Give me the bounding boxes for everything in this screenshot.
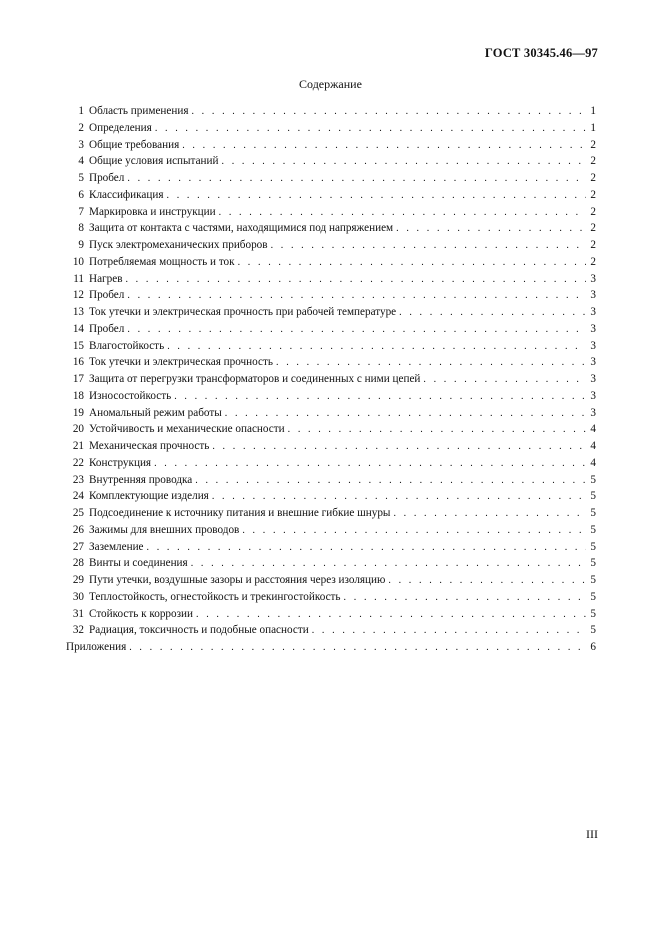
toc-entry-page: 3 [590, 322, 596, 335]
toc-entry-2[interactable] [66, 120, 596, 137]
toc-entry-9[interactable] [66, 237, 596, 254]
toc-entry-page: 2 [590, 222, 596, 235]
toc-entry-title: Внутренняя проводка [89, 473, 193, 486]
toc-entry-page: 2 [590, 138, 596, 151]
toc-entry-title: Механическая прочность [89, 440, 210, 452]
toc-entry-19[interactable] [66, 405, 596, 422]
toc-entry-23[interactable] [66, 472, 596, 489]
toc-entry-page: 2 [590, 255, 596, 268]
toc-entry-number: 10 [72, 255, 84, 268]
toc-entry-title: Конструкция [89, 456, 152, 469]
toc-leader-dots [271, 238, 586, 254]
toc-entry-number: 21 [72, 440, 84, 452]
toc-leader-dots [155, 121, 586, 137]
toc-entry-30[interactable] [66, 589, 596, 606]
toc-entry-title: Ток утечки и электрическая прочность при рабочей температуре [89, 306, 397, 318]
toc-entry-page: 5 [590, 540, 596, 553]
toc-entry-page: 3 [590, 272, 596, 285]
toc-entry-page: 2 [590, 188, 596, 201]
toc-entry-page: 6 [590, 641, 596, 653]
toc-leader-dots [125, 272, 586, 288]
toc-entry-1[interactable] [66, 103, 596, 120]
toc-leader-dots [147, 540, 586, 556]
toc-entry-14[interactable] [66, 321, 596, 338]
toc-entry-page: 3 [590, 339, 596, 352]
toc-entry-22[interactable] [66, 455, 596, 472]
toc-entry-page: 2 [590, 172, 596, 184]
toc-entry-number: 20 [72, 423, 84, 436]
toc-entry-number: 2 [78, 121, 84, 134]
toc-entry-page: 3 [590, 389, 596, 402]
toc-entry-page: 5 [590, 607, 596, 620]
toc-entry-number: 17 [72, 373, 84, 385]
toc-leader-dots [393, 506, 586, 522]
toc-entry-title: Пуск электромеханических приборов [89, 239, 268, 251]
toc-entry-page: 5 [590, 523, 596, 536]
toc-entry-number: 30 [72, 590, 84, 603]
toc-entry-13[interactable] [66, 304, 596, 321]
toc-leader-dots [423, 372, 586, 388]
toc-entry-title: Устойчивость и механические опасности [89, 423, 285, 436]
toc-entry-28[interactable] [66, 555, 596, 572]
toc-leader-dots [154, 456, 586, 472]
toc-entry-page: 2 [590, 155, 596, 168]
toc-leader-dots [396, 221, 586, 237]
toc-entry-page: 3 [590, 289, 596, 302]
toc-leader-dots [212, 439, 586, 455]
toc-entry-25[interactable] [66, 505, 596, 522]
toc-entry-15[interactable] [66, 338, 596, 355]
toc-entry-title: Защита от перегрузки трансформаторов и соединенных с ними цепей [89, 373, 421, 385]
toc-title: Содержание [299, 77, 362, 91]
toc-entry-number: 1 [78, 105, 84, 117]
toc-entry-21[interactable] [66, 438, 596, 455]
toc-leader-dots [127, 171, 586, 187]
toc-entry-number: 31 [72, 607, 84, 620]
toc-entry-number: 29 [72, 574, 84, 586]
toc-entry-number: 24 [72, 490, 84, 503]
toc-entry-title: Приложения [66, 641, 127, 653]
toc-entry-5[interactable] [66, 170, 596, 187]
toc-leader-dots [195, 473, 586, 489]
toc-leader-dots [288, 422, 586, 438]
toc-entry-7[interactable] [66, 204, 596, 221]
toc-leader-dots [127, 322, 586, 338]
toc-entry-number: 4 [78, 155, 84, 168]
toc-entry-11[interactable] [66, 271, 596, 288]
toc-entry-number: 18 [72, 389, 84, 402]
toc-entry-title: Износостойкость [89, 389, 172, 402]
toc-entry-title: Область применения [89, 105, 189, 117]
toc-entry-title: Пробел [89, 322, 125, 335]
toc-entry-page: 1 [590, 121, 596, 134]
toc-entry-title: Классификация [89, 188, 164, 201]
toc-entry-18[interactable] [66, 388, 596, 405]
toc-entry-number: 13 [72, 306, 84, 318]
toc-leader-dots [167, 339, 586, 355]
toc-entry-title: Стойкость к коррозии [89, 607, 193, 620]
toc-entry-6[interactable] [66, 187, 596, 204]
toc-entry-10[interactable] [66, 254, 596, 271]
toc-entry-page: 5 [590, 590, 596, 603]
toc-entry-number: 26 [72, 523, 84, 536]
toc-entry-3[interactable] [66, 137, 596, 154]
toc-entry-page: 5 [590, 624, 596, 637]
toc-entry-number: 5 [78, 172, 84, 184]
toc-entry-page: 3 [590, 356, 596, 369]
toc-entry-number: 27 [72, 540, 84, 553]
toc-entry-17[interactable] [66, 371, 596, 388]
toc-entry-number: 8 [78, 222, 84, 235]
toc-leader-dots [182, 138, 586, 154]
toc-entry-page: 5 [590, 557, 596, 570]
toc-entry-12[interactable] [66, 287, 596, 304]
toc-entry-page: 1 [590, 105, 596, 117]
toc-entry-31[interactable] [66, 606, 596, 623]
toc-entry-title: Потребляемая мощность и ток [89, 255, 235, 268]
toc-leader-dots [174, 389, 586, 405]
toc-entry-29[interactable] [66, 572, 596, 589]
toc-entry-number: 12 [72, 289, 84, 302]
toc-leader-dots [312, 623, 586, 639]
toc-entry-page: 4 [590, 456, 596, 469]
toc-entry-number: 3 [78, 138, 84, 151]
table-of-contents [66, 103, 596, 656]
toc-leader-dots [167, 188, 586, 204]
toc-entry-number: 15 [72, 339, 84, 352]
toc-entry-title: Пробел [89, 289, 125, 302]
toc-entry-32[interactable] [66, 622, 596, 639]
toc-entry-page: 5 [590, 574, 596, 586]
toc-leader-dots [191, 556, 586, 572]
toc-entry-page: 4 [590, 423, 596, 436]
toc-entry-title: Подсоединение к источнику питания и внешние гибкие шнуры [89, 507, 391, 519]
toc-entry-title: Пути утечки, воздушные зазоры и расстояния через изоляцию [89, 574, 386, 586]
toc-leader-dots [127, 288, 586, 304]
toc-entry-number: 11 [73, 272, 84, 285]
toc-entry-number: 14 [72, 322, 84, 335]
toc-leader-dots [238, 255, 586, 271]
toc-leader-dots [222, 154, 587, 170]
toc-entry-number: 7 [78, 205, 84, 218]
toc-entry-16[interactable] [66, 354, 596, 371]
toc-entry-number: 32 [72, 624, 84, 637]
standard-code-header: ГОСТ 30345.46—97 [484, 46, 598, 60]
toc-entry-page: 2 [590, 205, 596, 218]
toc-entry-title: Зажимы для внешних проводов [89, 523, 240, 536]
toc-entry-title: Радиация, токсичность и подобные опасности [89, 624, 309, 637]
toc-entry-page: 5 [590, 507, 596, 519]
toc-entry-title: Общие условия испытаний [89, 155, 219, 168]
toc-entry-page: 5 [590, 473, 596, 486]
toc-entry-page: 5 [590, 490, 596, 503]
toc-entry-number: 16 [72, 356, 84, 369]
toc-entry-page: 3 [590, 306, 596, 318]
toc-leader-dots [129, 640, 586, 656]
toc-entry-26[interactable] [66, 522, 596, 539]
toc-entry-title: Влагостойкость [89, 339, 165, 352]
toc-entry-27[interactable] [66, 539, 596, 556]
toc-entry-page: 3 [590, 406, 596, 419]
toc-entry-24[interactable] [66, 488, 596, 505]
toc-entry-page: 4 [590, 440, 596, 452]
toc-entry-8[interactable] [66, 220, 596, 237]
toc-leader-dots [219, 205, 586, 221]
toc-leader-dots [388, 573, 586, 589]
toc-entry-page: 3 [590, 373, 596, 385]
toc-entry-4[interactable] [66, 153, 596, 170]
toc-entry-title: Защита от контакта с частями, находящимися под напряжением [89, 222, 394, 235]
toc-entry-number: 23 [72, 473, 84, 486]
toc-entry-number: 25 [72, 507, 84, 519]
toc-leader-dots [196, 607, 586, 623]
toc-leader-dots [276, 355, 586, 371]
toc-entry-title: Определения [89, 121, 152, 134]
toc-leader-dots [399, 305, 586, 321]
toc-entry-title: Ток утечки и электрическая прочность [89, 356, 273, 369]
toc-entry-title: Винты и соединения [89, 557, 188, 570]
toc-entry-title: Заземление [89, 540, 144, 553]
toc-entry-20[interactable] [66, 421, 596, 438]
toc-leader-dots [225, 406, 586, 422]
toc-entry-number: 6 [78, 188, 84, 201]
page-number: III [586, 827, 598, 841]
toc-entry-page: 2 [590, 239, 596, 251]
toc-leader-dots [344, 590, 586, 606]
toc-entry-title: Аномальный режим работы [89, 406, 222, 419]
toc-leader-dots [212, 489, 586, 505]
toc-entry-number: 19 [72, 406, 84, 419]
toc-entry-title: Общие требования [89, 138, 180, 151]
toc-entry-number: 28 [72, 557, 84, 570]
toc-entry-title: Нагрев [89, 272, 123, 285]
toc-entry-title: Пробел [89, 172, 125, 184]
toc-entry-appendices[interactable] [66, 639, 596, 656]
toc-entry-title: Теплостойкость, огнестойкость и трекингостойкость [89, 590, 341, 603]
toc-entry-number: 9 [78, 239, 84, 251]
toc-entry-title: Комплектующие изделия [89, 490, 209, 503]
toc-entry-title: Маркировка и инструкции [89, 205, 216, 218]
toc-leader-dots [242, 523, 586, 539]
toc-leader-dots [191, 104, 586, 120]
toc-entry-number: 22 [72, 456, 84, 469]
